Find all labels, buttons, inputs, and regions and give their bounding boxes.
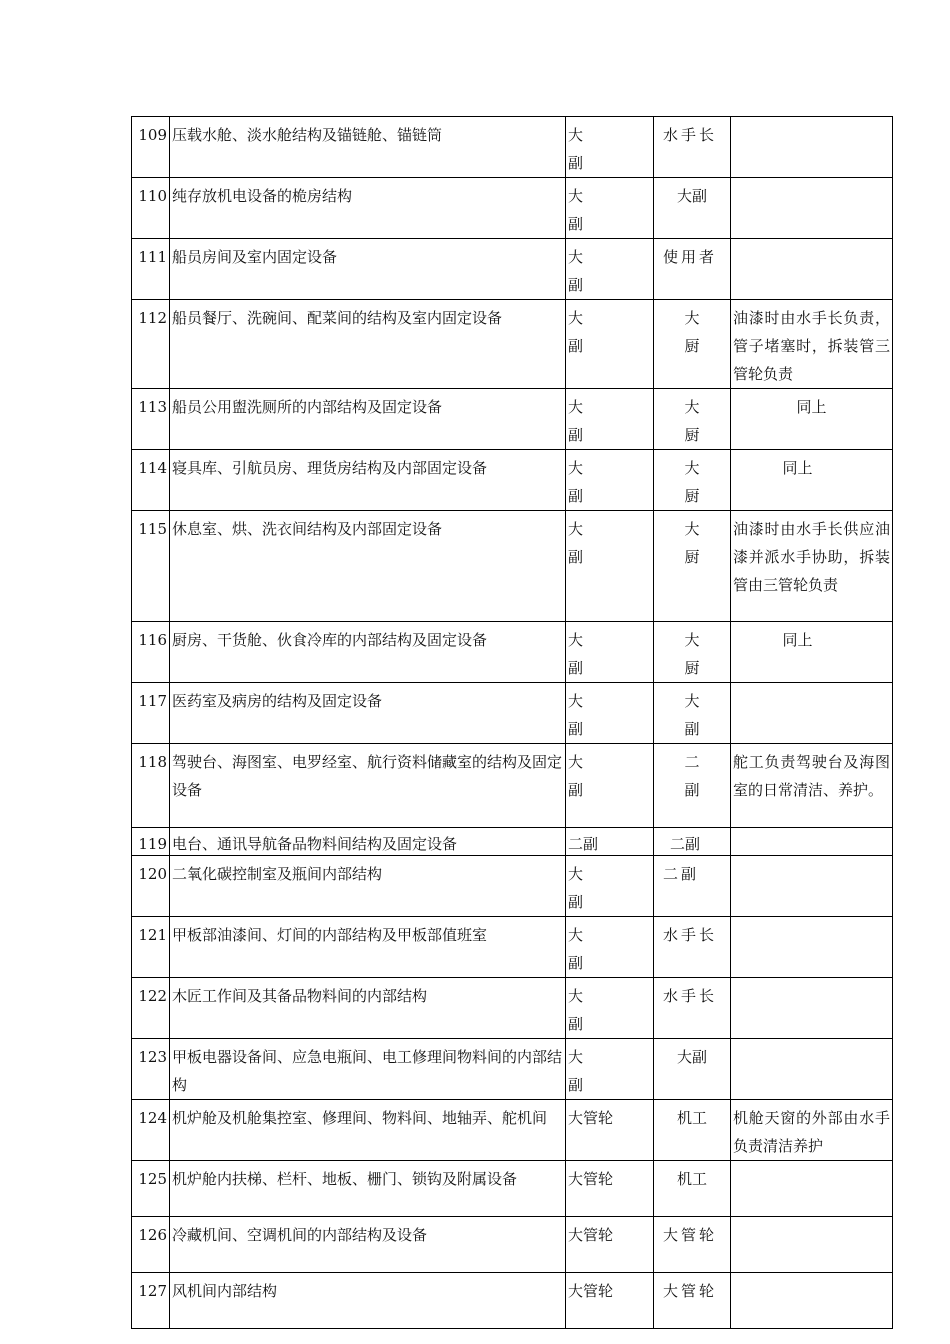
row-number: 122 xyxy=(132,978,170,1039)
item-description: 木匠工作间及其备品物料间的内部结构 xyxy=(170,978,566,1039)
responsible-person: 二副 xyxy=(566,828,654,856)
row-number: 120 xyxy=(132,856,170,917)
assistant-person: 二副 xyxy=(654,828,731,856)
responsible-person: 大副 xyxy=(566,622,654,683)
table-row xyxy=(132,683,893,744)
remarks xyxy=(731,1039,893,1100)
item-description: 电台、通讯导航备品物料间结构及固定设备 xyxy=(170,828,566,856)
table-row xyxy=(132,744,893,828)
table-row xyxy=(132,978,893,1039)
remarks xyxy=(731,978,893,1039)
assistant-person: 大副 xyxy=(654,683,731,744)
remarks: 油漆时由水手长供应油漆并派水手协助，拆装管由三管轮负责 xyxy=(731,511,893,622)
remarks xyxy=(731,683,893,744)
row-number: 109 xyxy=(132,117,170,178)
item-description: 压载水舱、淡水舱结构及锚链舱、锚链筒 xyxy=(170,117,566,178)
item-description: 船员公用盥洗厕所的内部结构及固定设备 xyxy=(170,389,566,450)
table-row xyxy=(132,178,893,239)
assistant-person: 机工 xyxy=(654,1161,731,1217)
item-description: 甲板电器设备间、应急电瓶间、电工修理间物料间的内部结构 xyxy=(170,1039,566,1100)
row-number: 125 xyxy=(132,1161,170,1217)
table-row xyxy=(132,117,893,178)
item-description: 纯存放机电设备的桅房结构 xyxy=(170,178,566,239)
item-description: 船员房间及室内固定设备 xyxy=(170,239,566,300)
responsible-person: 大副 xyxy=(566,1039,654,1100)
assistant-person: 大副 xyxy=(654,1039,731,1100)
remarks xyxy=(731,178,893,239)
remarks xyxy=(731,239,893,300)
row-number: 127 xyxy=(132,1273,170,1329)
responsible-person: 大管轮 xyxy=(566,1273,654,1329)
row-number: 114 xyxy=(132,450,170,511)
responsibility-table xyxy=(131,116,893,1329)
table-row xyxy=(132,856,893,917)
table-row xyxy=(132,1217,893,1273)
row-number: 123 xyxy=(132,1039,170,1100)
row-number: 115 xyxy=(132,511,170,622)
responsible-person: 大副 xyxy=(566,300,654,389)
assistant-person: 大厨 xyxy=(654,300,731,389)
item-description: 机炉舱内扶梯、栏杆、地板、栅门、锁钩及附属设备 xyxy=(170,1161,566,1217)
table-row xyxy=(132,1273,893,1329)
remarks: 同上 xyxy=(731,622,893,683)
table-row xyxy=(132,622,893,683)
row-number: 110 xyxy=(132,178,170,239)
assistant-person: 大管轮 xyxy=(654,1273,731,1329)
remarks xyxy=(731,856,893,917)
table-row xyxy=(132,300,893,389)
remarks: 油漆时由水手长负责，管子堵塞时，拆装管三管轮负责 xyxy=(731,300,893,389)
row-number: 119 xyxy=(132,828,170,856)
assistant-person: 大厨 xyxy=(654,511,731,622)
assistant-person: 二副 xyxy=(654,856,731,917)
responsible-person: 大副 xyxy=(566,178,654,239)
table-row xyxy=(132,1161,893,1217)
item-description: 机炉舱及机舱集控室、修理间、物料间、地轴弄、舵机间 xyxy=(170,1100,566,1161)
responsible-person: 大副 xyxy=(566,917,654,978)
row-number: 126 xyxy=(132,1217,170,1273)
responsible-person: 大管轮 xyxy=(566,1100,654,1161)
remarks: 舵工负责驾驶台及海图室的日常清洁、养护。 xyxy=(731,744,893,828)
item-description: 寝具库、引航员房、理货房结构及内部固定设备 xyxy=(170,450,566,511)
responsible-person: 大副 xyxy=(566,744,654,828)
row-number: 112 xyxy=(132,300,170,389)
item-description: 休息室、烘、洗衣间结构及内部固定设备 xyxy=(170,511,566,622)
assistant-person: 水手长 xyxy=(654,978,731,1039)
remarks xyxy=(731,917,893,978)
responsible-person: 大副 xyxy=(566,389,654,450)
table-row xyxy=(132,389,893,450)
row-number: 113 xyxy=(132,389,170,450)
assistant-person: 大厨 xyxy=(654,622,731,683)
assistant-person: 二副 xyxy=(654,744,731,828)
assistant-person: 机工 xyxy=(654,1100,731,1161)
responsible-person: 大副 xyxy=(566,511,654,622)
table-row xyxy=(132,239,893,300)
assistant-person: 大厨 xyxy=(654,389,731,450)
table-row xyxy=(132,917,893,978)
responsible-person: 大副 xyxy=(566,239,654,300)
responsible-person: 大副 xyxy=(566,450,654,511)
remarks xyxy=(731,1273,893,1329)
row-number: 124 xyxy=(132,1100,170,1161)
assistant-person: 大管轮 xyxy=(654,1217,731,1273)
table-row xyxy=(132,450,893,511)
item-description: 风机间内部结构 xyxy=(170,1273,566,1329)
item-description: 医药室及病房的结构及固定设备 xyxy=(170,683,566,744)
item-description: 船员餐厅、洗碗间、配菜间的结构及室内固定设备 xyxy=(170,300,566,389)
responsible-person: 大副 xyxy=(566,856,654,917)
item-description: 驾驶台、海图室、电罗经室、航行资料储藏室的结构及固定设备 xyxy=(170,744,566,828)
remarks: 同上 xyxy=(731,389,893,450)
remarks xyxy=(731,1161,893,1217)
row-number: 116 xyxy=(132,622,170,683)
responsible-person: 大副 xyxy=(566,683,654,744)
assistant-person: 大厨 xyxy=(654,450,731,511)
remarks: 同上 xyxy=(731,450,893,511)
remarks xyxy=(731,1217,893,1273)
table-row xyxy=(132,828,893,856)
remarks xyxy=(731,828,893,856)
row-number: 117 xyxy=(132,683,170,744)
item-description: 冷藏机间、空调机间的内部结构及设备 xyxy=(170,1217,566,1273)
item-description: 厨房、干货舱、伙食冷库的内部结构及固定设备 xyxy=(170,622,566,683)
item-description: 二氧化碳控制室及瓶间内部结构 xyxy=(170,856,566,917)
item-description: 甲板部油漆间、灯间的内部结构及甲板部值班室 xyxy=(170,917,566,978)
assistant-person: 水手长 xyxy=(654,117,731,178)
responsible-person: 大管轮 xyxy=(566,1161,654,1217)
table-row xyxy=(132,1039,893,1100)
table-row xyxy=(132,1100,893,1161)
row-number: 111 xyxy=(132,239,170,300)
responsible-person: 大副 xyxy=(566,117,654,178)
responsible-person: 大副 xyxy=(566,978,654,1039)
table-row xyxy=(132,511,893,622)
assistant-person: 大副 xyxy=(654,178,731,239)
assistant-person: 水手长 xyxy=(654,917,731,978)
row-number: 118 xyxy=(132,744,170,828)
row-number: 121 xyxy=(132,917,170,978)
remarks: 机舱天窗的外部由水手负责清洁养护 xyxy=(731,1100,893,1161)
responsible-person: 大管轮 xyxy=(566,1217,654,1273)
assistant-person: 使用者 xyxy=(654,239,731,300)
remarks xyxy=(731,117,893,178)
